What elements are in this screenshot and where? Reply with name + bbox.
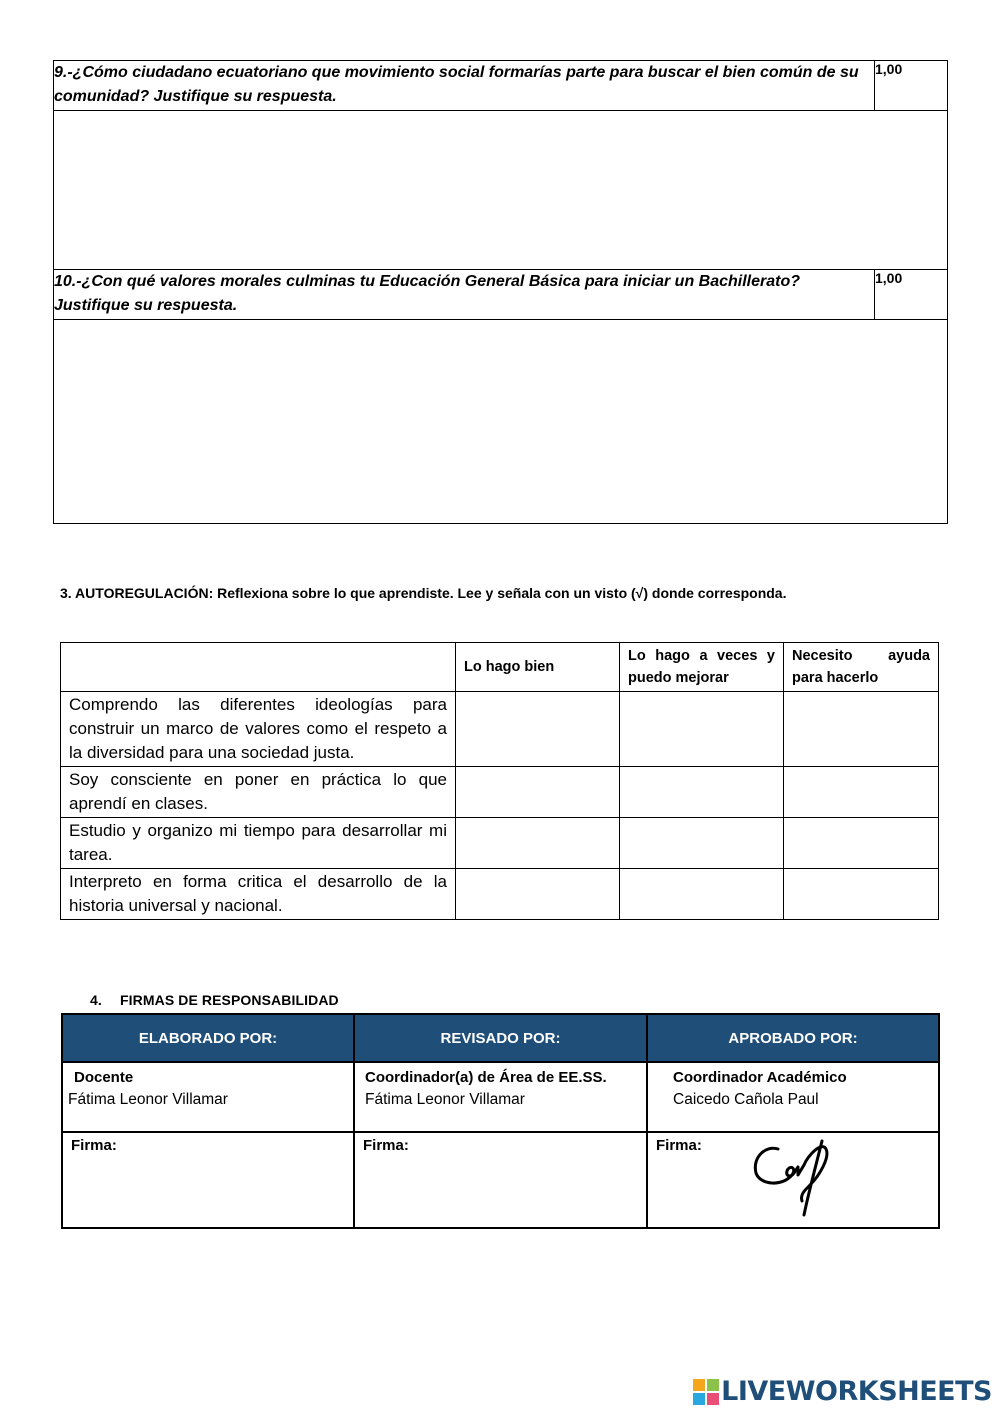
checkbox-cell[interactable] [620,767,784,818]
autoregulacion-title: 3. AUTOREGULACIÓN: Reflexiona sobre lo que aprendiste. Lee y señala con un visto (√) donde corresponda. [60,585,787,601]
revisado-person: Fátima Leonor Villamar [365,1091,525,1108]
firmas-title-text: FIRMAS DE RESPONSABILIDAD [120,992,339,1008]
revisado-info [354,1062,647,1132]
checkbox-cell[interactable] [456,869,620,920]
question-10-text: 10.-¿Con qué valores morales culminas tu Educación General Básica para iniciar un Bachillerato? Justifique su respuesta. [54,270,875,320]
column-header-lo-hago-bien: Lo hago bien [456,643,620,692]
checkbox-cell[interactable] [784,869,939,920]
aprobado-role: Coordinador Académico [673,1069,847,1086]
checkbox-cell[interactable] [620,692,784,767]
revisado-role: Coordinador(a) de Área de EE.SS. [365,1069,607,1086]
firma-label: Firma: [656,1137,702,1154]
firmas-number: 4. [90,992,102,1008]
firma-label: Firma: [363,1137,409,1154]
aprobado-person: Caicedo Cañola Paul [673,1091,819,1108]
checkbox-cell[interactable] [784,818,939,869]
question-9-text: 9.-¿Cómo ciudadano ecuatoriano que movimiento social formarías parte para buscar el bien común de su comunidad? Justifique su respuesta. [54,61,875,111]
checkbox-cell[interactable] [456,818,620,869]
aprobado-info [647,1062,939,1132]
question-10-answer-area[interactable] [54,320,948,524]
autoregulacion-table [60,642,939,920]
elaborado-person: Fátima Leonor Villamar [68,1091,228,1108]
liveworksheets-logo-icon [693,1379,719,1405]
statement-3: Estudio y organizo mi tiempo para desarrollar mi tarea. [61,818,456,869]
liveworksheets-logo [693,1376,992,1407]
column-header-a-veces: Lo hago a veces y puedo mejorar [620,643,784,692]
question-9-score: 1,00 [875,61,948,111]
firma-revisado[interactable] [354,1132,647,1228]
firmas-title [90,992,339,1008]
column-header-necesito-ayuda: Necesito ayuda para hacerlo [784,643,939,692]
firma-elaborado[interactable] [62,1132,354,1228]
checkbox-cell[interactable] [784,767,939,818]
checkbox-cell[interactable] [456,767,620,818]
checkbox-cell[interactable] [620,869,784,920]
header-aprobado: APROBADO POR: [647,1014,939,1062]
question-10-score: 1,00 [875,270,948,320]
statement-1: Comprendo las diferentes ideologías para construir un marco de valores como el respeto a la diversidad para una sociedad justa. [61,692,456,767]
elaborado-role: Docente [74,1069,134,1086]
statement-2: Soy consciente en poner en práctica lo que aprendí en clases. [61,767,456,818]
header-elaborado: ELABORADO POR: [62,1014,354,1062]
checkbox-cell[interactable] [456,692,620,767]
checkbox-cell[interactable] [784,692,939,767]
handwritten-signature-icon [748,1135,838,1221]
header-empty-cell [61,643,456,692]
question-9-answer-area[interactable] [54,111,948,270]
brand-name: LIVEWORKSHEETS [721,1376,992,1407]
checkbox-cell[interactable] [620,818,784,869]
questions-table [53,60,948,524]
firmas-table [61,1013,940,1229]
statement-4: Interpreto en forma critica el desarrollo de la historia universal y nacional. [61,869,456,920]
header-revisado: REVISADO POR: [354,1014,647,1062]
firma-aprobado[interactable] [647,1132,939,1228]
elaborado-info [62,1062,354,1132]
firma-label: Firma: [71,1137,117,1154]
